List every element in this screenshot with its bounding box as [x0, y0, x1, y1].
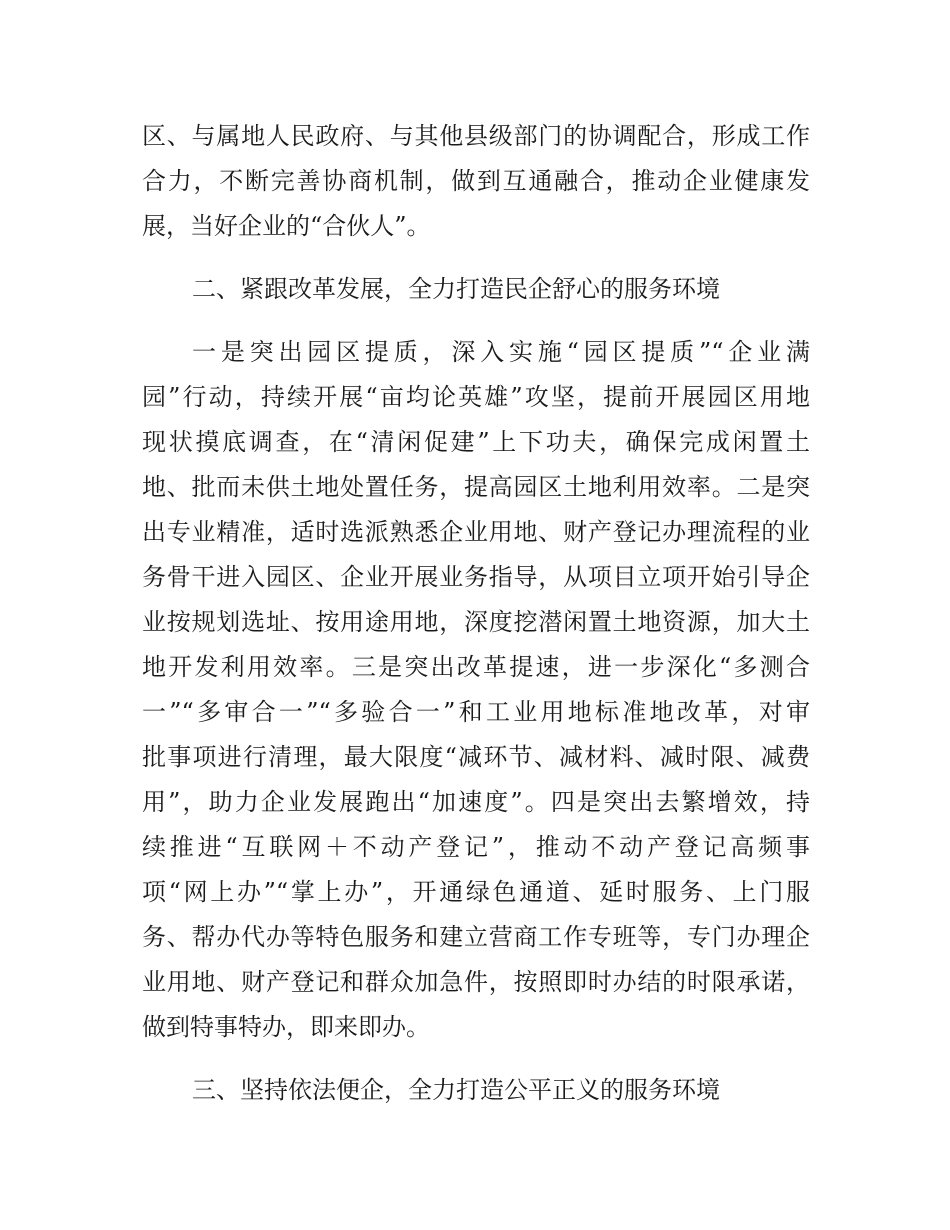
text-line: 地、批而未供土地处置任务，提高园区土地利用效率。二是突	[142, 473, 810, 501]
section-heading: 二、紧跟改革发展，全力打造民企舒心的服务环境	[192, 275, 720, 303]
section-heading: 三、坚持依法便企，全力打造公平正义的服务环境	[192, 1076, 720, 1104]
text-line: 地开发利用效率。三是突出改革提速，进一步深化“多测合	[142, 653, 810, 681]
text-line: 用”，助力企业发展跑出“加速度”。四是突出去繁增效，持	[142, 788, 810, 816]
text-line: 务骨干进入园区、企业开展业务指导，从项目立项开始引导企	[142, 563, 810, 591]
document-body	[142, 114, 810, 1113]
text-line: 区、与属地人民政府、与其他县级部门的协调配合，形成工作	[142, 122, 810, 150]
text-line: 一是突出园区提质，深入实施“园区提质”“企业满	[192, 338, 810, 366]
paragraph-continuation	[142, 114, 810, 249]
text-line: 一”“多审合一”“多验合一”和工业用地标准地改革，对审	[142, 698, 810, 726]
text-line: 项“网上办”“掌上办”，开通绿色通道、延时服务、上门服	[142, 878, 810, 906]
text-line: 展，当好企业的“合伙人”。	[142, 212, 431, 240]
text-line: 现状摸底调查，在“清闲促建”上下功夫，确保完成闲置土	[142, 428, 810, 456]
text-line: 做到特事特办，即来即办。	[142, 1013, 430, 1041]
text-line: 出专业精准，适时选派熟悉企业用地、财产登记办理流程的业	[142, 518, 810, 546]
text-line: 续推进“互联网＋不动产登记”，推动不动产登记高频事	[142, 833, 810, 861]
body-paragraph	[142, 330, 810, 1050]
text-line: 园”行动，持续开展“亩均论英雄”攻坚，提前开展园区用地	[142, 383, 810, 411]
text-line: 批事项进行清理，最大限度“减环节、减材料、减时限、减费	[142, 743, 810, 771]
text-line: 合力，不断完善协商机制，做到互通融合，推动企业健康发	[142, 167, 810, 195]
text-line: 务、帮办代办等特色服务和建立营商工作专班等，专门办理企	[142, 923, 810, 951]
text-line: 业用地、财产登记和群众加急件，按照即时办结的时限承诺，	[142, 968, 810, 996]
text-line: 业按规划选址、按用途用地，深度挖潜闲置土地资源，加大土	[142, 608, 810, 636]
